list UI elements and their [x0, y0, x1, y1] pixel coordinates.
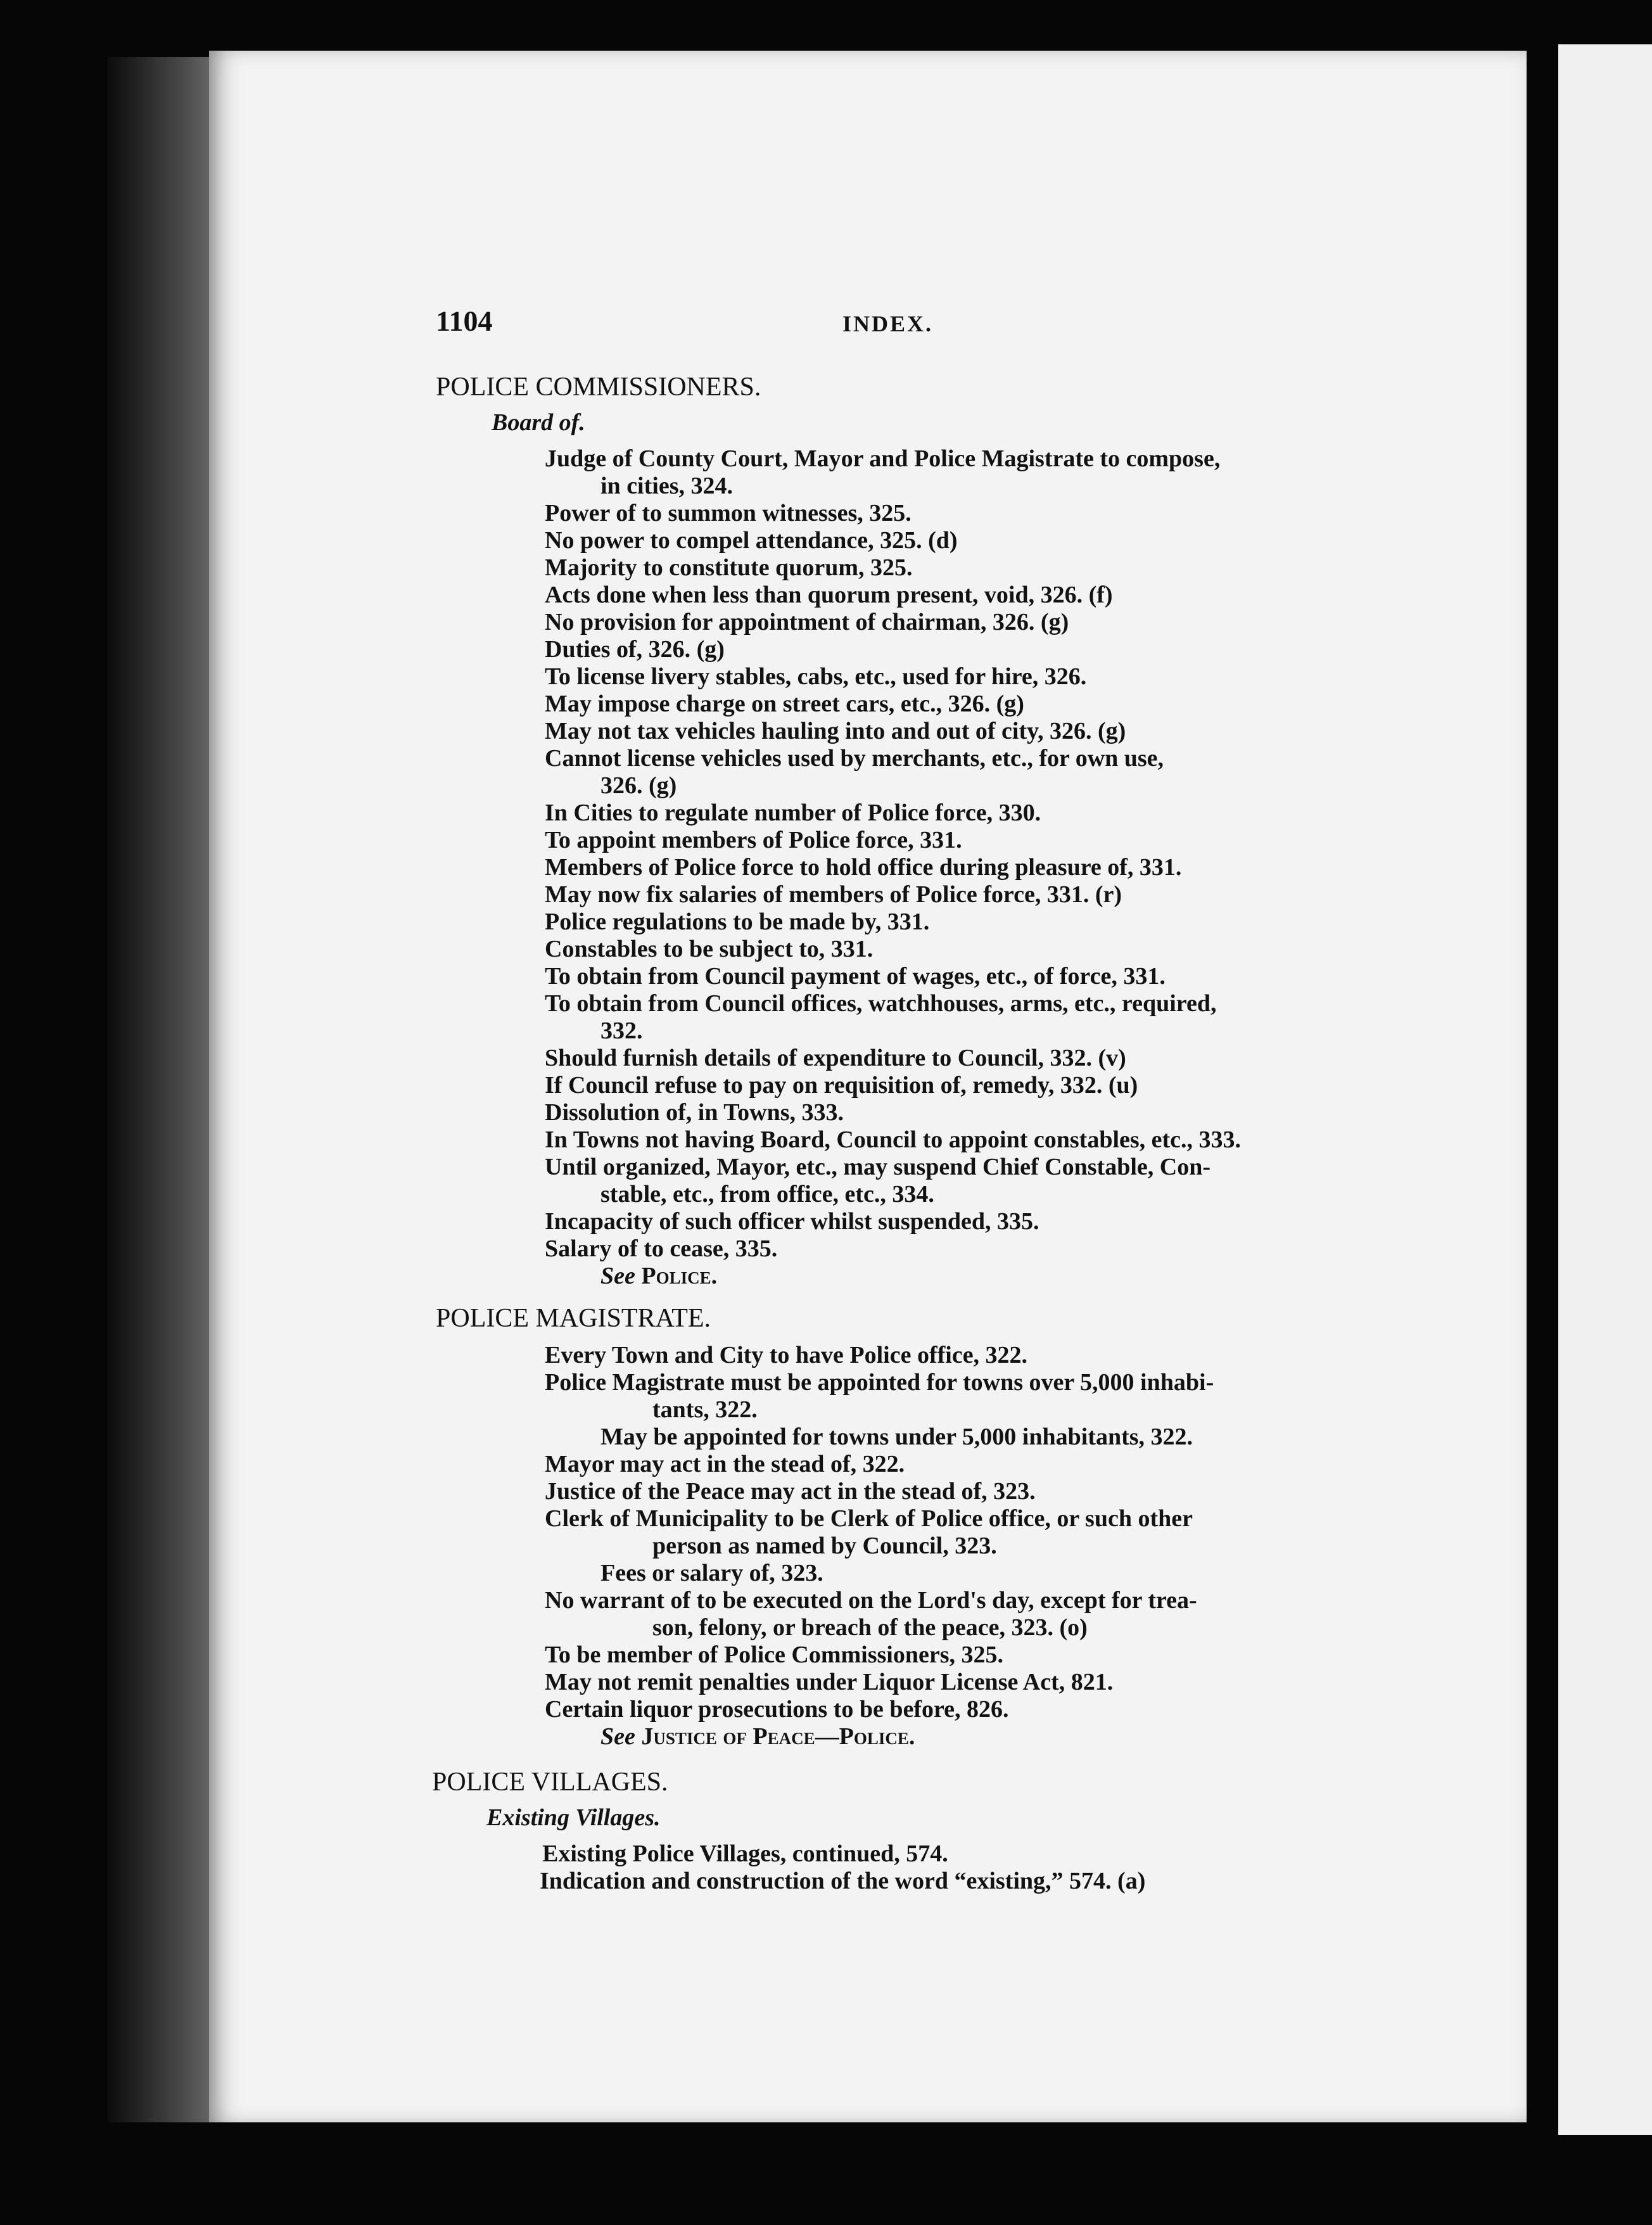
see-word: See [600, 1263, 635, 1289]
index-entry: Constables to be subject to, 331. [545, 936, 874, 962]
index-entry: Police Magistrate must be appointed for towns over 5,000 inhabi- [545, 1369, 1214, 1396]
index-entry-continued: stable, etc., from office, etc., 334. [600, 1181, 934, 1208]
index-entry: Cannot license vehicles used by merchants, etc., for own use, [545, 745, 1164, 772]
see-word: See [600, 1723, 635, 1750]
index-entry: Incapacity of such officer whilst suspended, 335. [545, 1208, 1039, 1235]
index-entry-continued: tants, 322. [652, 1396, 758, 1423]
book-spine [108, 57, 215, 2122]
index-entry-continued: in cities, 324. [600, 473, 733, 499]
index-entry: No provision for appointment of chairman, 326. (g) [545, 609, 1069, 635]
index-entry-continued: person as named by Council, 323. [652, 1533, 997, 1559]
page-number: 1104 [436, 305, 493, 337]
index-entry: Power of to summon witnesses, 325. [545, 500, 912, 526]
index-entry: Duties of, 326. (g) [545, 636, 725, 663]
index-entry: Justice of the Peace may act in the stead of, 323. [545, 1478, 1036, 1505]
index-entry: Clerk of Municipality to be Clerk of Police office, or such other [545, 1505, 1193, 1532]
see-target: Police. [641, 1263, 718, 1289]
index-entry: Existing Police Villages, continued, 574. [542, 1840, 948, 1867]
running-head: INDEX. [842, 311, 934, 336]
facing-page-edge [1558, 44, 1652, 2135]
index-entry: Judge of County Court, Mayor and Police Magistrate to compose, [545, 445, 1221, 472]
section-heading: POLICE MAGISTRATE. [436, 1304, 711, 1333]
index-entry: To appoint members of Police force, 331. [545, 827, 962, 853]
index-entry: Until organized, Mayor, etc., may suspend Chief Constable, Con- [545, 1154, 1210, 1180]
see-reference [600, 1725, 915, 1749]
index-entry: Dissolution of, in Towns, 333. [545, 1099, 844, 1126]
index-subentry: Fees or salary of, 323. [600, 1560, 823, 1586]
index-entry: May now fix salaries of members of Police force, 331. (r) [545, 881, 1122, 908]
index-entry: In Cities to regulate number of Police force, 330. [545, 800, 1041, 826]
index-entry: Members of Police force to hold office during pleasure of, 331. [545, 854, 1182, 881]
index-entry: Every Town and City to have Police office, 322. [545, 1342, 1028, 1368]
see-target: Justice of Peace—Police. [641, 1723, 915, 1750]
index-entry: May impose charge on street cars, etc., 326. (g) [545, 691, 1024, 717]
index-entry: No power to compel attendance, 325. (d) [545, 527, 958, 554]
index-entry: No warrant of to be executed on the Lord's day, except for trea- [545, 1587, 1197, 1614]
index-entry: To obtain from Council payment of wages, etc., of force, 331. [545, 963, 1166, 990]
index-subentry: May be appointed for towns under 5,000 inhabitants, 322. [600, 1424, 1193, 1450]
section-heading: POLICE COMMISSIONERS. [436, 373, 761, 402]
index-entry: Majority to constitute quorum, 325. [545, 554, 913, 581]
index-entry: Indication and construction of the word “existing,” 574. (a) [540, 1868, 1146, 1894]
index-entry-continued: son, felony, or breach of the peace, 323. (o) [652, 1614, 1088, 1641]
index-entry-continued: 332. [600, 1017, 643, 1044]
index-entry: If Council refuse to pay on requisition of, remedy, 332. (u) [545, 1072, 1138, 1099]
index-entry: Salary of to cease, 335. [545, 1235, 778, 1262]
index-entry: To license livery stables, cabs, etc., used for hire, 326. [545, 663, 1087, 690]
index-entry: In Towns not having Board, Council to appoint constables, etc., 333. [545, 1126, 1242, 1153]
index-entry: Should furnish details of expenditure to Council, 332. (v) [545, 1045, 1126, 1071]
section-subheading: Board of. [492, 409, 585, 436]
index-entry: To be member of Police Commissioners, 325. [545, 1642, 1004, 1668]
index-entry: Acts done when less than quorum present, void, 326. (f) [545, 582, 1113, 608]
index-entry-continued: 326. (g) [600, 772, 677, 799]
book-page [209, 51, 1527, 2122]
section-heading: POLICE VILLAGES. [432, 1768, 668, 1797]
see-reference [600, 1264, 717, 1288]
section-subheading: Existing Villages. [486, 1804, 661, 1831]
index-entry: May not tax vehicles hauling into and out of city, 326. (g) [545, 718, 1126, 744]
index-entry: Certain liquor prosecutions to be before, 826. [545, 1696, 1009, 1723]
index-entry: May not remit penalties under Liquor License Act, 821. [545, 1669, 1114, 1695]
index-entry: Police regulations to be made by, 331. [545, 908, 930, 935]
index-entry: Mayor may act in the stead of, 322. [545, 1451, 905, 1477]
index-entry: To obtain from Council offices, watchhouses, arms, etc., required, [545, 990, 1217, 1017]
